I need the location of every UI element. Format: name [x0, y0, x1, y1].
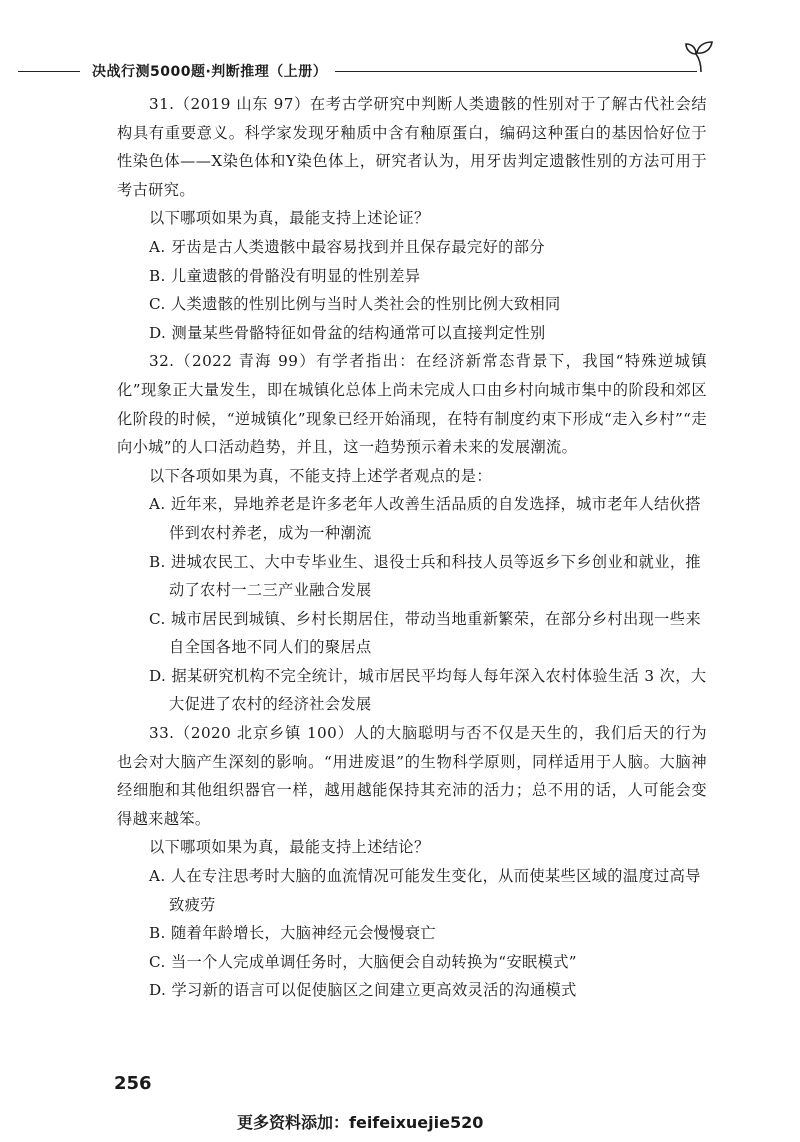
option-text: 近年来，异地养老是许多老年人改善生活品质的自发选择，城市老年人结伙搭伴到农村养老，成为一种潮流 [169, 495, 701, 542]
option-label: D. [149, 666, 167, 685]
option-label: D. [149, 981, 167, 1000]
option-a [117, 862, 707, 919]
option-text: 人在专注思考时大脑的血流情况可能发生变化，从而使某些区域的温度过高导致疲劳 [169, 867, 701, 914]
option-text: 人类遗骸的性别比例与当时人类社会的性别比例大致相同 [170, 295, 561, 314]
option-label: C. [149, 295, 166, 314]
question-stem: 32.（2022 青海 99）有学者指出：在经济新常态背景下，我国“特殊逆城镇化”现象正大量发生，即在城镇化总体上尚未完成人口由乡村向城市集中的阶段和郊区化阶段的时候，“逆城镇化”现象已经开始涌现，在特有制度约束下形成“走入乡村”“走向小城”的人口活动趋势，并且，这一趋势预示着未来的发展潮流。 [117, 352, 707, 457]
option-text: 儿童遗骸的骨骼没有明显的性别差异 [171, 266, 421, 285]
page-number: 256 [114, 1073, 152, 1094]
question-stem: 33.（2020 北京乡镇 100）人的大脑聪明与否不仅是天生的，我们后天的行为也会对大脑产生深刻的影响。“用进废退”的生物科学原则，同样适用于人脑。大脑神经细胞和其他组织器官一样，越用越能保持其充沛的活力；总不用的话，人可能会变得越来越笨。 [117, 724, 707, 828]
option-label: A. [149, 867, 166, 886]
question-list [117, 90, 707, 1005]
option-d [117, 319, 707, 348]
option-text: 进城农民工、大中专毕业生、退役士兵和科技人员等返乡下乡创业和就业，推动了农村一二三产业融合发展 [169, 552, 702, 600]
option-label: C. [149, 609, 166, 628]
option-text: 牙齿是古人类遗骸中最容易找到并且保存最完好的部分 [170, 237, 545, 256]
option-label: D. [149, 323, 167, 342]
option-b [117, 919, 707, 948]
question-prompt: 以下各项如果为真，不能支持上述学者观点的是： [149, 466, 492, 485]
question-32 [117, 347, 707, 719]
option-label: B. [149, 552, 166, 571]
header-rule-right [335, 71, 697, 72]
option-label: A. [149, 495, 166, 514]
option-text: 测量某些骨骼特征如骨盆的结构通常可以直接判定性别 [171, 323, 546, 342]
option-a [117, 233, 707, 262]
option-c [117, 948, 707, 977]
option-text: 据某研究机构不完全统计，城市居民平均每人每年深入农村体验生活 3 次，大大促进了农村的经济社会发展 [169, 666, 707, 714]
question-prompt: 以下哪项如果为真，最能支持上述论证？ [149, 209, 430, 228]
option-label: B. [149, 266, 166, 285]
option-text: 当一个人完成单调任务时，大脑便会自动转换为“安眠模式” [170, 952, 577, 971]
option-d [117, 976, 707, 1005]
option-d [117, 662, 707, 719]
option-label: C. [149, 952, 166, 971]
option-label: A. [149, 237, 166, 256]
option-c [117, 605, 707, 662]
running-header [0, 0, 800, 90]
question-33 [117, 719, 707, 1005]
sprout-icon [684, 38, 718, 74]
option-text: 城市居民到城镇、乡村长期居住，带动当地重新繁荣，在部分乡村出现一些来自全国各地不同人们的聚居点 [169, 609, 701, 657]
question-prompt: 以下哪项如果为真，最能支持上述结论？ [149, 838, 430, 857]
footer-note: 更多资料添加：feifeixuejie520 [237, 1113, 484, 1132]
option-b [117, 262, 707, 291]
option-text: 学习新的语言可以促使脑区之间建立更高效灵活的沟通模式 [171, 981, 577, 1000]
option-a [117, 490, 707, 547]
option-c [117, 290, 707, 319]
question-stem: 31.（2019 山东 97）在考古学研究中判断人类遗骸的性别对于了解古代社会结构具有重要意义。科学家发现牙釉质中含有釉原蛋白，编码这种蛋白的基因恰好位于性染色体——X染色体和Y染色体上，研究者认为，用牙齿判定遗骸性别的方法可用于考古研究。 [117, 95, 707, 199]
option-label: B. [149, 924, 166, 943]
option-text: 随着年龄增长，大脑神经元会慢慢衰亡 [171, 924, 437, 943]
question-31 [117, 90, 707, 347]
option-b [117, 548, 707, 605]
book-title: 决战行测5000题·判断推理（上册） [92, 64, 328, 80]
header-rule-left [18, 71, 80, 72]
